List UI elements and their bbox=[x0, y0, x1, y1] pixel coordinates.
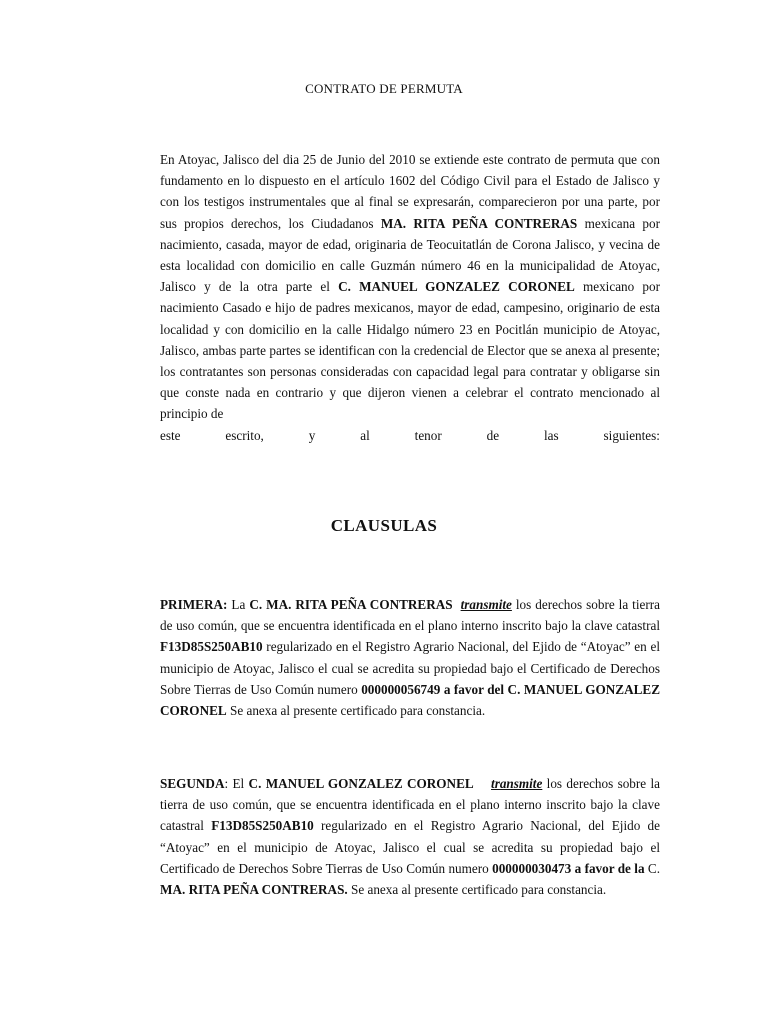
intro-last-word: tenor bbox=[414, 427, 442, 443]
intro-text-3: mexicano por nacimiento Casado e hijo de padres mexicanos, mayor de edad, campesino, originario de esta localidad y con domicilio en la calle Hidalgo número 23 en Pocitlán municipio de Atoyac, Jalisco, ambas parte partes se identifican con la credencial de Elector que se anexa al presente; los contratantes son personas consideradas con capacidad legal para contratar y obligarse sin que conste nada en contrario y que dijeron vienen a celebrar el contrato mencionado al principio de bbox=[160, 279, 661, 422]
clause-text: La bbox=[227, 597, 250, 612]
intro-text-1: En Atoyac, Jalisco del dia 25 de Junio del 2010 se extiende este contrato de permuta que con fundamento en lo dispuesto en el artículo 1602 del Código Civil para el Estado de Jalisco y con los testigos instrumentales que al final se expresarán, comparecieron por una parte, por sus propios derechos, los Ciudadanos bbox=[160, 152, 660, 231]
clause-text: regularizado en el Registro Agrario Nacional, del Ejido de “Atoyac” en el municipio de Atoyac, Jalisco el cual se acredita su propiedad bajo el Certificado de Derechos Sobre Tierras de Uso Común numero bbox=[160, 818, 661, 876]
clause-segunda bbox=[160, 773, 660, 900]
clause-party-name: C. MA. RITA PEÑA CONTRERAS bbox=[249, 597, 453, 612]
clause-text: los derechos sobre la tierra de uso común, que se encuentra identificada en el plano interno inscrito bajo la clave catastral bbox=[160, 597, 661, 634]
clause-text: regularizado en el Registro Agrario Nacional, del Ejido de “Atoyac” en el municipio de Atoyac, Jalisco el cual se acredita su propiedad bajo el Certificado de Derechos Sobre Tierras de Uso Común numero bbox=[160, 639, 660, 697]
certificate-number: 000000030473 a favor de la bbox=[492, 860, 645, 876]
clause-text: los derechos sobre la tierra de uso común, que se encuentra identificada en el plano interno inscrito bajo la clave catastral bbox=[160, 776, 661, 834]
document-title: CONTRATO DE PERMUTA bbox=[305, 81, 463, 96]
intro-last-word: siguientes: bbox=[603, 427, 660, 443]
clause-party-name: MA. RITA PEÑA CONTRERAS. bbox=[160, 882, 348, 898]
intro-last-line bbox=[160, 425, 660, 446]
clause-text: C. bbox=[644, 860, 661, 876]
clause-text: : El bbox=[224, 776, 249, 791]
clausulas-heading: CLAUSULAS bbox=[330, 516, 438, 535]
clave-catastral: F13D85S250AB10 bbox=[160, 639, 263, 655]
intro-text-2: mexicana por nacimiento, casada, mayor de edad, originaria de Teocuitatlán de Corona Jalisco, y vecina de esta localidad con domicilio en calle Guzmán número 46 en la municipalidad de Atoyac, Jalisco y de la otra parte el bbox=[160, 215, 660, 295]
intro-last-word: este bbox=[160, 427, 181, 443]
clause-party-name: C. MANUEL GONZALEZ CORONEL bbox=[248, 776, 474, 791]
party-name-2: C. MANUEL GONZALEZ CORONEL bbox=[338, 279, 575, 295]
clause-text: Se anexa al presente certificado para constancia. bbox=[347, 882, 607, 898]
clause-label: PRIMERA: bbox=[160, 597, 228, 612]
clause-verb: transmite bbox=[491, 776, 543, 791]
clause-verb: transmite bbox=[460, 597, 512, 612]
intro-last-word: al bbox=[360, 427, 370, 443]
clause-label: SEGUNDA bbox=[160, 776, 225, 791]
intro-last-word: escrito, bbox=[225, 427, 264, 443]
party-name-1: MA. RITA PEÑA CONTRERAS bbox=[380, 215, 578, 231]
intro-last-word: las bbox=[544, 427, 559, 443]
clause-text: Se anexa al presente certificado para constancia. bbox=[226, 703, 486, 719]
intro-last-word: y bbox=[308, 427, 316, 443]
clave-catastral: F13D85S250AB10 bbox=[211, 818, 314, 834]
intro-last-word: de bbox=[486, 427, 500, 443]
clause-primera bbox=[160, 594, 660, 721]
intro-paragraph bbox=[160, 149, 660, 446]
certificate-number: 000000056749 a favor del C. MANUEL GONZALEZ CORONEL bbox=[160, 681, 660, 719]
